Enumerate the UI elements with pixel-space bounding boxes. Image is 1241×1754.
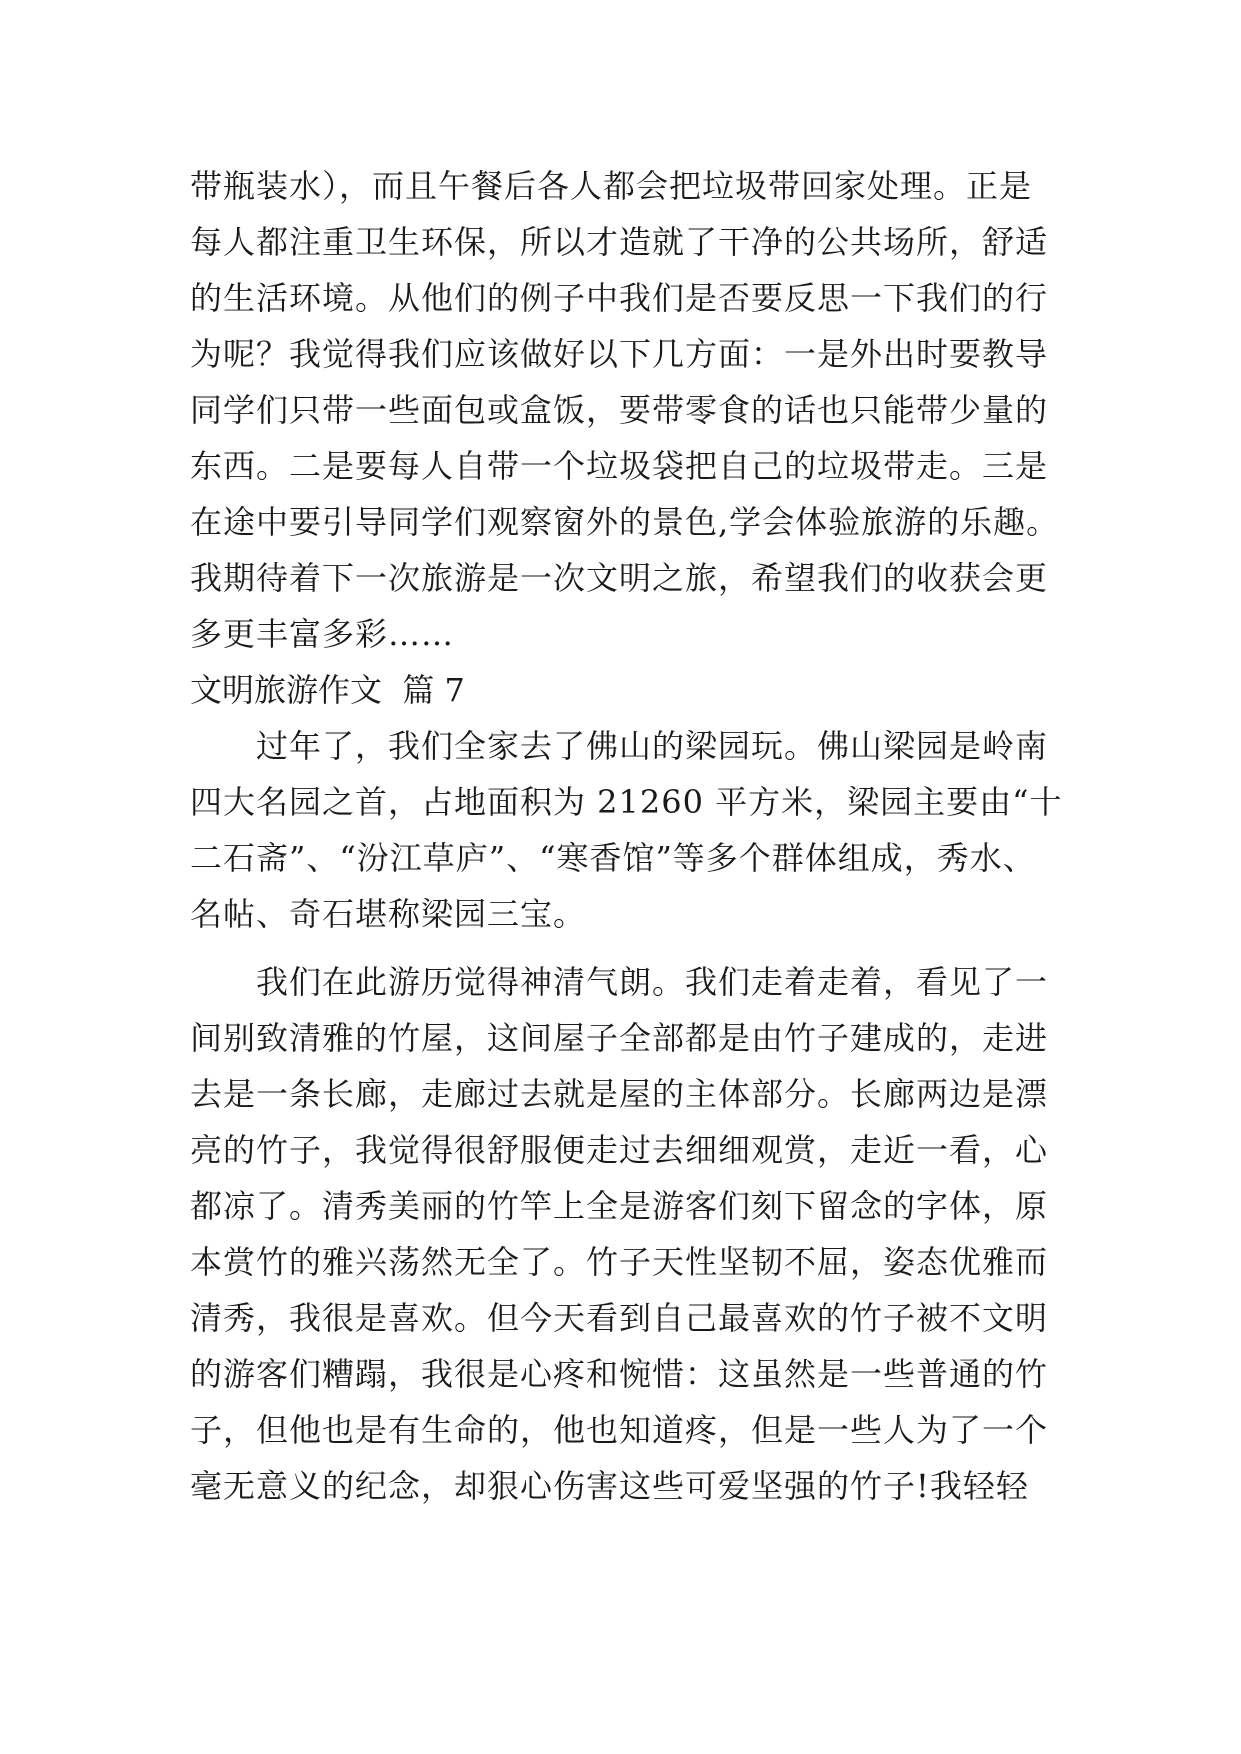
text-line: 每人都注重卫生环保，所以才造就了干净的公共场所，舒适 bbox=[190, 223, 1049, 261]
paragraph-continued bbox=[190, 158, 1060, 662]
text-line: 名帖、奇石堪称梁园三宝。 bbox=[190, 895, 587, 933]
text-line: 同学们只带一些面包或盒饭，要带零食的话也只能带少量的 bbox=[190, 391, 1049, 429]
text-line: 都凉了。清秀美丽的竹竿上全是游客们刻下留念的字体，原 bbox=[190, 1187, 1049, 1225]
text-line: 清秀，我很是喜欢。但今天看到自己最喜欢的竹子被不文明 bbox=[190, 1299, 1049, 1337]
paragraph-2 bbox=[190, 954, 1050, 1514]
paragraph-1 bbox=[190, 718, 1063, 942]
section-heading: 文明旅游作文 篇 7 bbox=[190, 671, 465, 709]
text-line: 在途中要引导同学们观察窗外的景色,学会体验旅游的乐趣。 bbox=[190, 503, 1060, 541]
paragraph-gap bbox=[190, 942, 1050, 954]
text-line: 多更丰富多彩…… bbox=[190, 615, 455, 653]
text-line: 亮的竹子，我觉得很舒服便走过去细细观赏，走近一看，心 bbox=[190, 1131, 1049, 1169]
document-body bbox=[190, 158, 1063, 1514]
text-line: 间别致清雅的竹屋，这间屋子全部都是由竹子建成的，走进 bbox=[190, 1019, 1049, 1057]
text-line: 过年了，我们全家去了佛山的梁园玩。佛山梁园是岭南 bbox=[256, 727, 1049, 765]
text-line: 子，但他也是有生命的，他也知道疼，但是一些人为了一个 bbox=[190, 1411, 1049, 1449]
text-line: 本赏竹的雅兴荡然无全了。竹子天性坚韧不屈，姿态优雅而 bbox=[190, 1243, 1049, 1281]
text-line: 四大名园之首，占地面积为 21260 平方米，梁园主要由“十 bbox=[190, 783, 1063, 821]
text-line: 东西。二是要每人自带一个垃圾袋把自己的垃圾带走。三是 bbox=[190, 447, 1049, 485]
text-line: 去是一条长廊，走廊过去就是屋的主体部分。长廊两边是漂 bbox=[190, 1075, 1049, 1113]
text-line: 二石斋”、“汾江草庐”、“寒香馆”等多个群体组成，秀水、 bbox=[190, 839, 1036, 877]
text-line: 的生活环境。从他们的例子中我们是否要反思一下我们的行 bbox=[190, 279, 1049, 317]
text-line: 带瓶装水），而且午餐后各人都会把垃圾带回家处理。正是 bbox=[190, 167, 1033, 205]
text-line: 的游客们糟蹋，我很是心疼和惋惜：这虽然是一些普通的竹 bbox=[190, 1355, 1049, 1393]
text-line: 为呢？我觉得我们应该做好以下几方面：一是外出时要教导 bbox=[190, 335, 1049, 373]
text-line: 我期待着下一次旅游是一次文明之旅，希望我们的收获会更 bbox=[190, 559, 1049, 597]
text-line: 我们在此游历觉得神清气朗。我们走着走着，看见了一 bbox=[256, 963, 1049, 1001]
text-line: 毫无意义的纪念，却狠心伤害这些可爱坚强的竹子!我轻轻 bbox=[190, 1467, 1029, 1505]
